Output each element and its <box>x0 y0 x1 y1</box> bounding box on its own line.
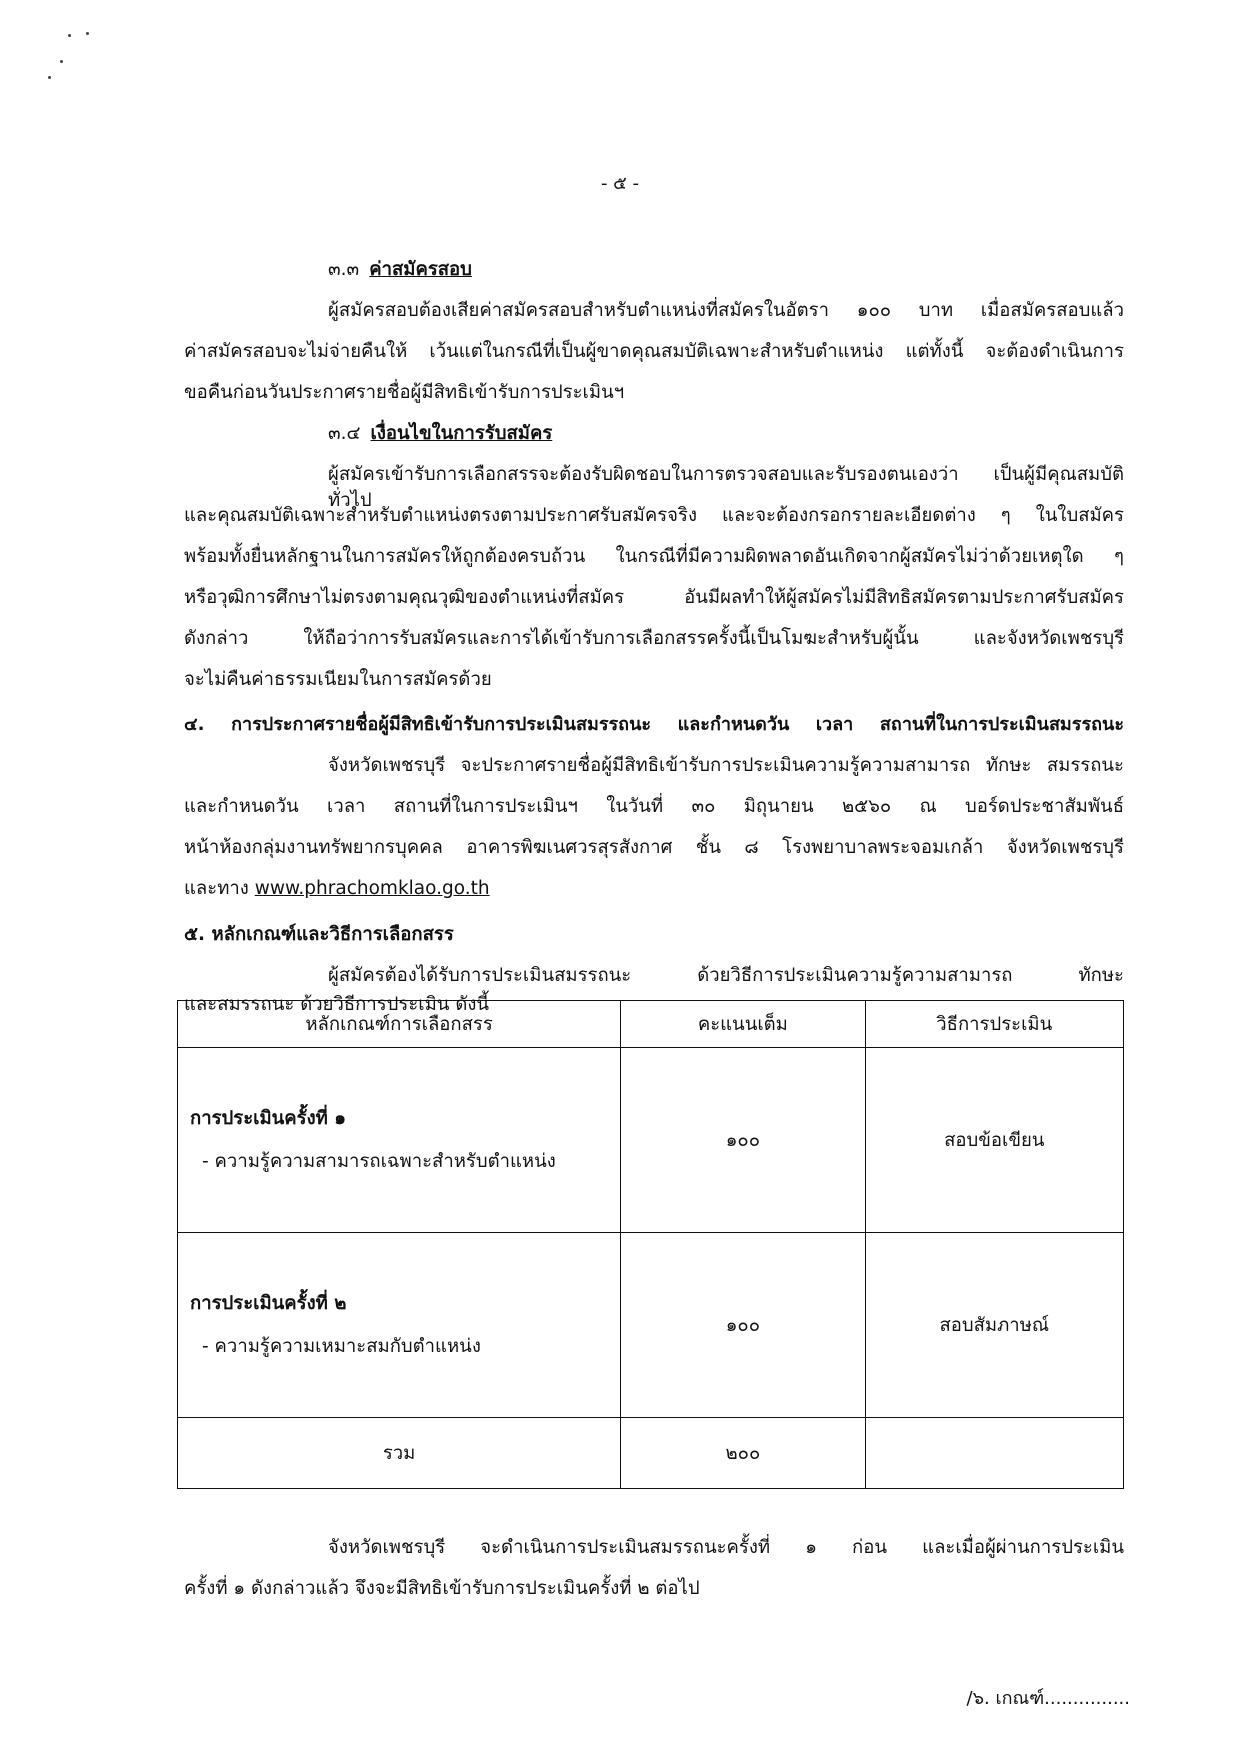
section-4-heading: ๔. การประกาศรายชื่อผู้มีสิทธิเข้ารับการประเมินสมรรถนะ และกำหนดวัน เวลา สถานที่ในการประเมินสมรรถนะ <box>184 714 1124 735</box>
table-header-criteria: หลักเกณฑ์การเลือกสรร <box>178 1001 621 1048</box>
criteria-table <box>177 1000 1124 1489</box>
section-3-4-heading <box>328 421 552 447</box>
criteria-cell <box>178 1048 621 1233</box>
paragraph-line: หรือวุฒิการศึกษาไม่ตรงตามคุณวุฒิของตำแหน่งที่สมัคร อันมีผลทำให้ผู้สมัครไม่มีสิทธิสมัครตามประกาศรับสมัคร <box>184 587 1124 608</box>
section-number: ๓.๔ <box>328 423 361 444</box>
total-score-cell: ๒๐๐ <box>621 1418 865 1489</box>
table-header-method: วิธีการประเมิน <box>865 1001 1123 1048</box>
paragraph-line: และคุณสมบัติเฉพาะสำหรับตำแหน่งตรงตามประกาศรับสมัครจริง และจะต้องกรอกรายละเอียดต่าง ๆ ในใบสมัคร <box>184 505 1124 526</box>
table-total-row <box>178 1418 1124 1489</box>
stage-title: การประเมินครั้งที่ ๒ <box>190 1293 347 1314</box>
score-cell: ๑๐๐ <box>621 1048 865 1233</box>
closing-line: ครั้งที่ ๑ ดังกล่าวแล้ว จึงจะมีสิทธิเข้ารับการประเมินครั้งที่ ๒ ต่อไป <box>184 1578 700 1599</box>
section-title: เงื่อนไขในการรับสมัคร <box>370 423 553 444</box>
stage-item: - ความรู้ความสามารถเฉพาะสำหรับตำแหน่ง <box>202 1151 556 1172</box>
paragraph-line: ผู้สมัครต้องได้รับการประเมินสมรรถนะ ด้วยวิธีการประเมินความรู้ความสามารถ ทักษะ <box>328 965 1124 986</box>
website-link[interactable]: www.phrachomklao.go.th <box>254 878 490 899</box>
scan-specks <box>38 28 98 88</box>
table-header-score: คะแนนเต็ม <box>621 1001 865 1048</box>
page-number: - ๕ - <box>600 173 640 194</box>
table-row <box>178 1233 1124 1418</box>
paragraph-line <box>184 876 490 902</box>
paragraph-line: ผู้สมัครสอบต้องเสียค่าสมัครสอบสำหรับตำแหน่งที่สมัครในอัตรา ๑๐๐ บาท เมื่อสมัครสอบแล้ว <box>328 300 1124 321</box>
table-row <box>178 1048 1124 1233</box>
next-page-reference: /๖. เกณฑ์............... <box>966 1688 1130 1709</box>
stage-title: การประเมินครั้งที่ ๑ <box>190 1108 347 1129</box>
section-number: ๓.๓ <box>328 259 360 280</box>
total-label-cell: รวม <box>178 1418 621 1489</box>
closing-line: จังหวัดเพชรบุรี จะดำเนินการประเมินสมรรถนะครั้งที่ ๑ ก่อน และเมื่อผู้ผ่านการประเมิน <box>328 1537 1124 1558</box>
table-header-row <box>178 1001 1124 1048</box>
paragraph-line: ค่าสมัครสอบจะไม่จ่ายคืนให้ เว้นแต่ในกรณีที่เป็นผู้ขาดคุณสมบัติเฉพาะสำหรับตำแหน่ง แต่ทั้งนี้ จะต้องดำเนินการ <box>184 341 1124 362</box>
section-3-3-heading <box>328 257 472 283</box>
score-cell: ๑๐๐ <box>621 1233 865 1418</box>
section-title: ค่าสมัครสอบ <box>369 259 472 280</box>
paragraph-line: พร้อมทั้งยื่นหลักฐานในการสมัครให้ถูกต้องครบถ้วน ในกรณีที่มีความผิดพลาดอันเกิดจากผู้สมัครไม่ว่าด้วยเหตุใด ๆ <box>184 546 1124 567</box>
section-5-heading: ๕. หลักเกณฑ์และวิธีการเลือกสรร <box>184 924 454 945</box>
criteria-cell <box>178 1233 621 1418</box>
method-cell: สอบข้อเขียน <box>865 1048 1123 1233</box>
paragraph-line: และกำหนดวัน เวลา สถานที่ในการประเมินฯ ในวันที่ ๓๐ มิถุนายน ๒๕๖๐ ณ บอร์ดประชาสัมพันธ์ <box>184 796 1124 817</box>
paragraph-line: จังหวัดเพชรบุรี จะประกาศรายชื่อผู้มีสิทธิเข้ารับการประเมินความรู้ความสามารถ ทักษะ สมรรถนะ <box>328 755 1124 776</box>
paragraph-line: ขอคืนก่อนวันประกาศรายชื่อผู้มีสิทธิเข้ารับการประเมินฯ <box>184 382 625 403</box>
paragraph-line: ผู้สมัครเข้ารับการเลือกสรรจะต้องรับผิดชอบในการตรวจสอบและรับรองตนเองว่า เป็นผู้มีคุณสมบัติทั่วไป <box>328 464 1124 511</box>
paragraph-line: และสมรรถนะ ด้วยวิธีการประเมิน ดังนี้ <box>184 994 490 1015</box>
stage-item: - ความรู้ความเหมาะสมกับตำแหน่ง <box>202 1336 481 1357</box>
paragraph-line: ดังกล่าว ให้ถือว่าการรับสมัครและการได้เข้ารับการเลือกสรรครั้งนี้เป็นโมฆะสำหรับผู้นั้น และจังหวัดเพชรบุรี <box>184 628 1124 649</box>
method-cell: สอบสัมภาษณ์ <box>865 1233 1123 1418</box>
total-empty-cell <box>865 1418 1123 1489</box>
paragraph-line: หน้าห้องกลุ่มงานทรัพยากรบุคคล อาคารพิฆเนศวรสุรสังกาศ ชั้น ๘ โรงพยาบาลพระจอมเกล้า จังหวัดเพชรบุรี <box>184 837 1124 858</box>
paragraph-line: จะไม่คืนค่าธรรมเนียมในการสมัครด้วย <box>184 669 492 690</box>
website-prefix: และทาง <box>184 878 249 899</box>
